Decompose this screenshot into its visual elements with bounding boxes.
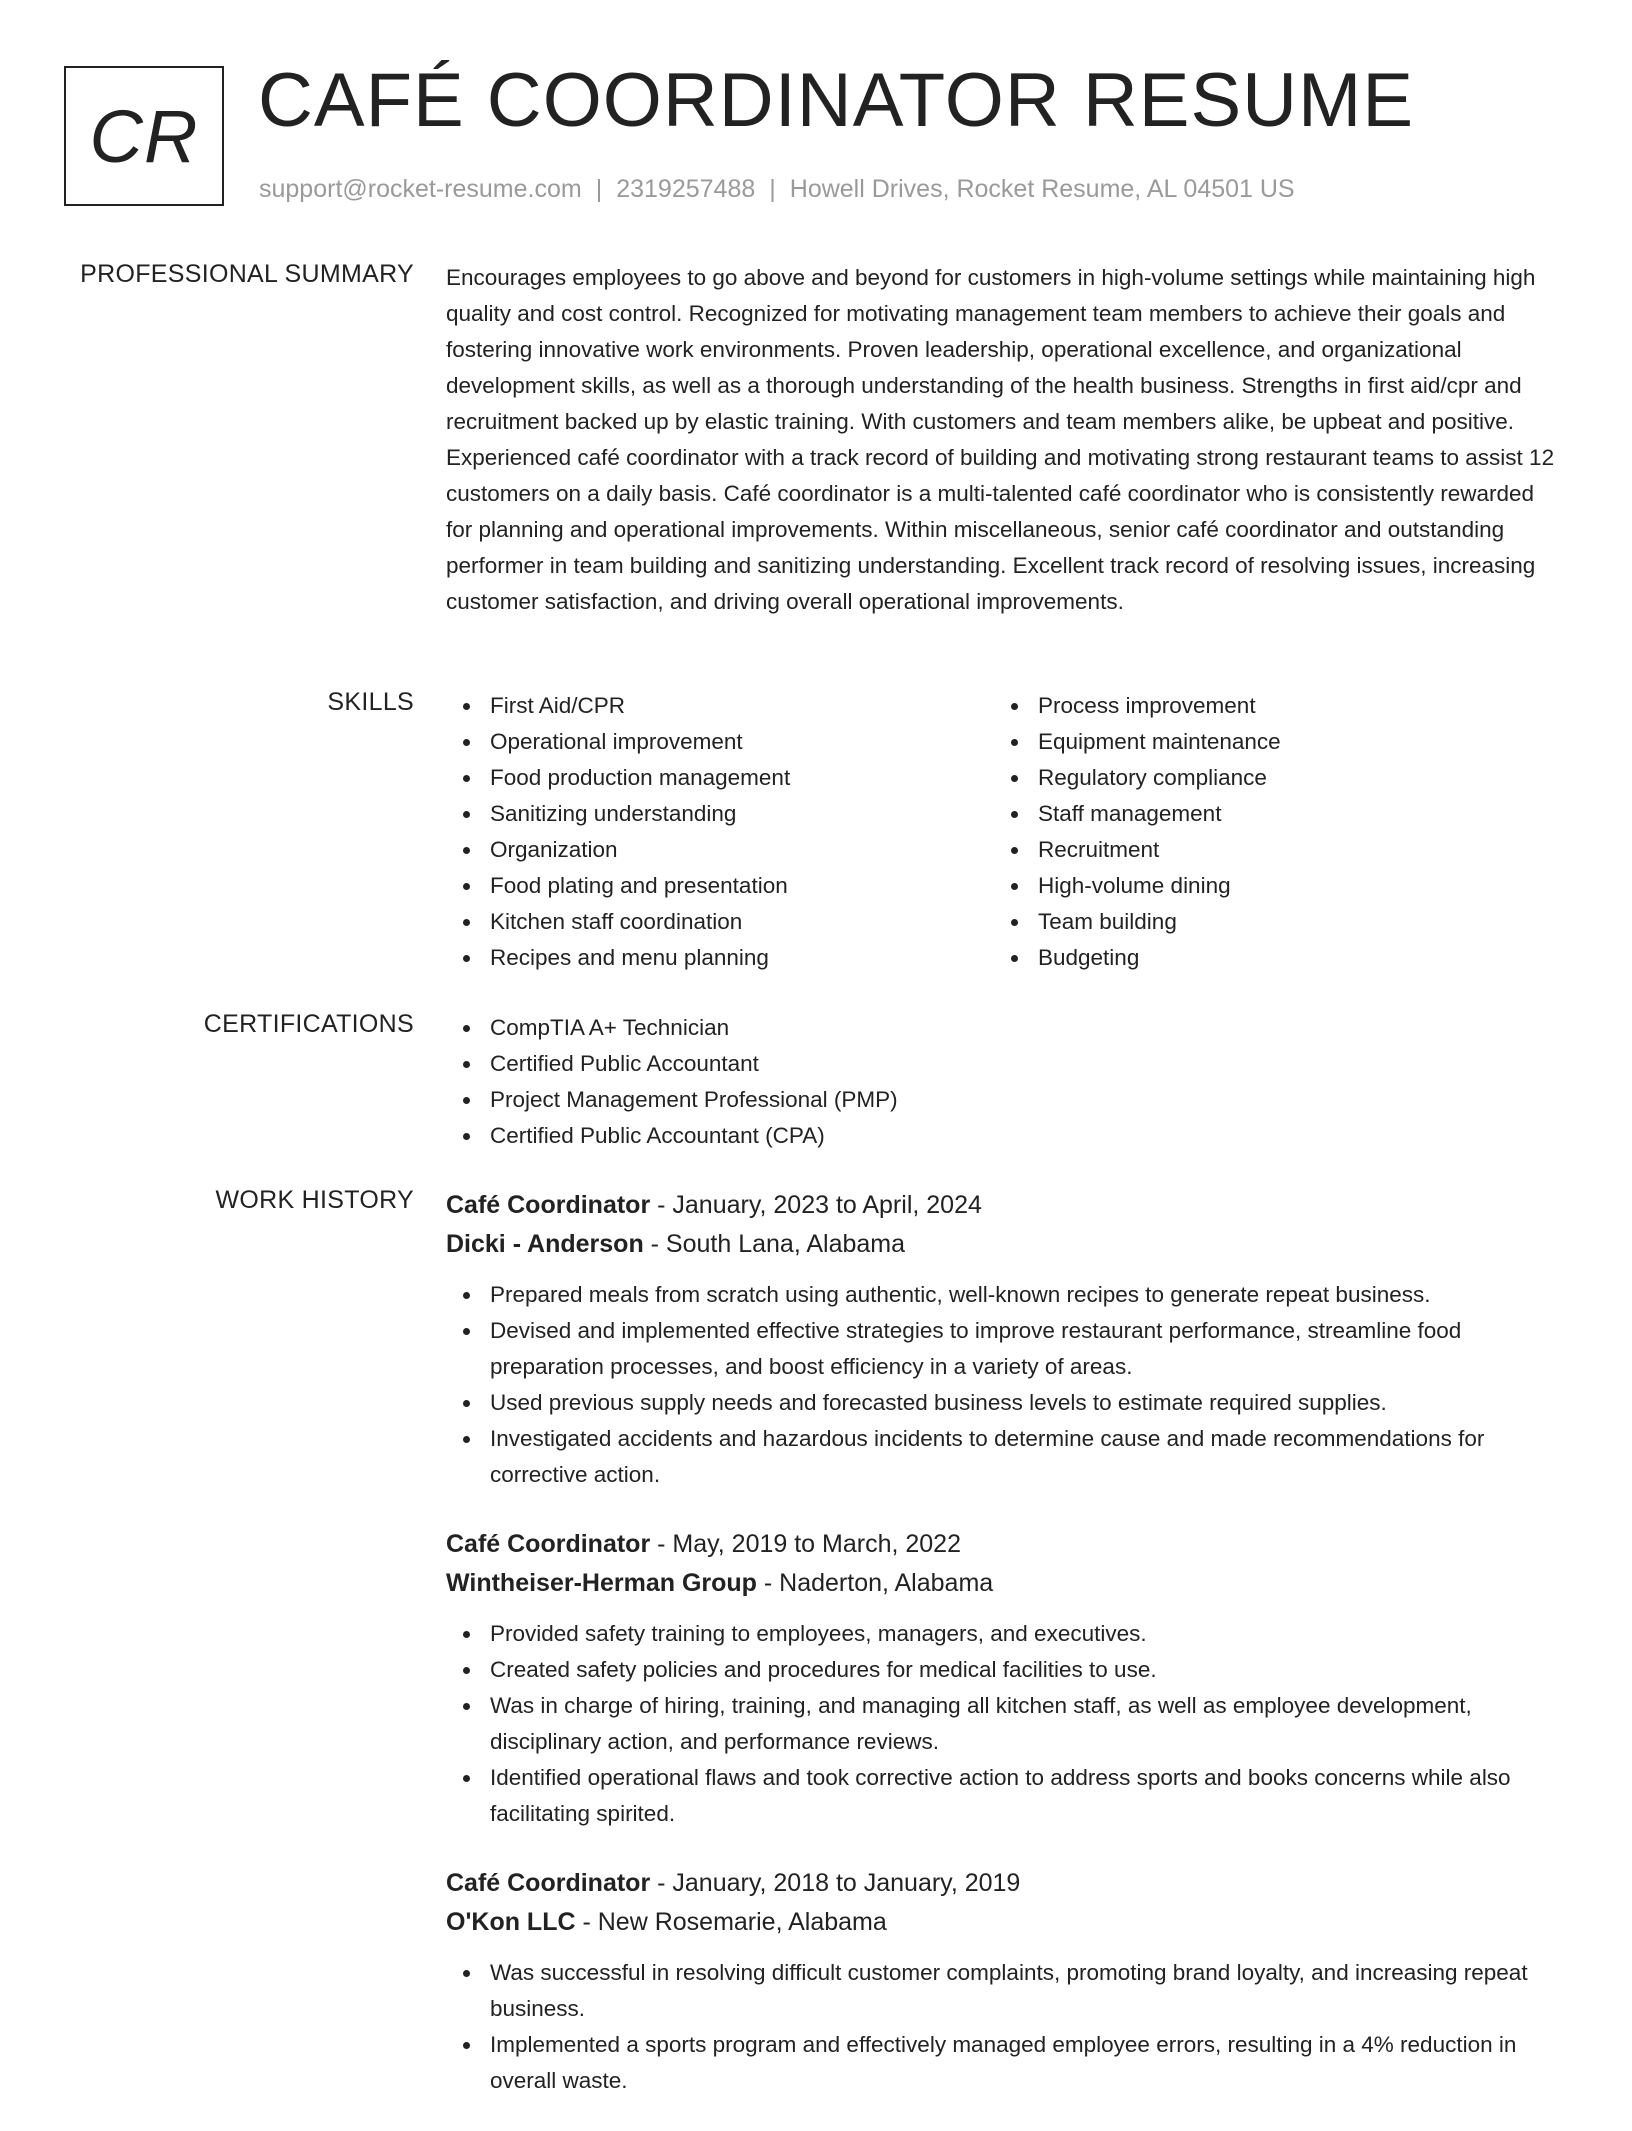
job-dates: - January, 2023 to April, 2024 <box>650 1191 982 1219</box>
job-company: O'Kon LLC <box>446 1908 576 1936</box>
skill-item: Operational improvement <box>446 724 994 760</box>
certification-item: Certified Public Accountant <box>446 1046 1564 1082</box>
job-bullets <box>446 1955 1564 2099</box>
job-bullet: Created safety policies and procedures for medical facilities to use. <box>446 1652 1564 1688</box>
section-body <box>446 260 1564 620</box>
job-bullet: Provided safety training to employees, managers, and executives. <box>446 1616 1564 1652</box>
skill-item: Food production management <box>446 760 994 796</box>
contact-separator: | <box>769 175 776 203</box>
job-title-line <box>446 1864 1564 1903</box>
section-label: WORK HISTORY <box>215 1186 414 1214</box>
job-entry <box>446 1864 1564 2099</box>
job-bullet: Was in charge of hiring, training, and managing all kitchen staff, as well as employee development, disciplinary action, and performance reviews. <box>446 1688 1564 1760</box>
job-company-line <box>446 1903 1564 1942</box>
contact-line <box>259 175 1295 204</box>
job-bullets <box>446 1616 1564 1832</box>
monogram-initials: CR <box>89 94 199 178</box>
job-location: - New Rosemarie, Alabama <box>575 1908 887 1936</box>
job-dates: - May, 2019 to March, 2022 <box>650 1530 961 1558</box>
skill-item: Recipes and menu planning <box>446 940 994 976</box>
job-company: Dicki - Anderson <box>446 1230 644 1258</box>
section-label: CERTIFICATIONS <box>203 1010 414 1038</box>
section-body <box>446 1186 1564 2131</box>
certification-item: CompTIA A+ Technician <box>446 1010 1564 1046</box>
job-company: Wintheiser-Herman Group <box>446 1569 757 1597</box>
skills-list-right <box>994 688 1542 976</box>
job-title-line <box>446 1525 1564 1564</box>
job-dates: - January, 2018 to January, 2019 <box>650 1869 1021 1897</box>
skill-item: Recruitment <box>994 832 1542 868</box>
job-bullets <box>446 1277 1564 1493</box>
job-bullet: Was successful in resolving difficult customer complaints, promoting brand loyalty, and increasing repeat business. <box>446 1955 1564 2027</box>
skills-columns <box>446 688 1564 976</box>
section-label: SKILLS <box>327 688 414 716</box>
skill-item: Organization <box>446 832 994 868</box>
contact-email: support@rocket-resume.com <box>259 175 582 203</box>
job-entry <box>446 1186 1564 1493</box>
skills-list-left <box>446 688 994 976</box>
job-bullet: Prepared meals from scratch using authentic, well-known recipes to generate repeat business. <box>446 1277 1564 1313</box>
job-bullet: Identified operational flaws and took corrective action to address sports and books concerns while also facilitating spirited. <box>446 1760 1564 1832</box>
job-bullet: Investigated accidents and hazardous incidents to determine cause and made recommendations for corrective action. <box>446 1421 1564 1493</box>
skill-item: First Aid/CPR <box>446 688 994 724</box>
monogram-logo <box>64 66 224 206</box>
skill-item: Regulatory compliance <box>994 760 1542 796</box>
job-bullet: Implemented a sports program and effectively managed employee errors, resulting in a 4% reduction in overall waste. <box>446 2027 1564 2099</box>
certification-item: Certified Public Accountant (CPA) <box>446 1118 1564 1154</box>
job-entry <box>446 1525 1564 1832</box>
job-title: Café Coordinator <box>446 1191 651 1219</box>
resume-title: CAFÉ COORDINATOR RESUME <box>258 58 1415 143</box>
job-title: Café Coordinator <box>446 1869 651 1897</box>
skill-item: Sanitizing understanding <box>446 796 994 832</box>
certification-item: Project Management Professional (PMP) <box>446 1082 1564 1118</box>
job-company-line <box>446 1225 1564 1264</box>
job-company-line <box>446 1564 1564 1603</box>
job-location: - South Lana, Alabama <box>643 1230 906 1258</box>
section-body <box>446 1010 1564 1154</box>
contact-address: Howell Drives, Rocket Resume, AL 04501 US <box>789 175 1295 203</box>
job-location: - Naderton, Alabama <box>756 1569 994 1597</box>
skill-item: High-volume dining <box>994 868 1542 904</box>
contact-separator: | <box>595 175 603 203</box>
job-title-line <box>446 1186 1564 1225</box>
skill-item: Process improvement <box>994 688 1542 724</box>
summary-paragraph: Encourages employees to go above and beyond for customers in high-volume settings while maintaining high quality and cost control. Recognized for motivating management team members to achieve their goals and fostering innovative work environments. Proven leadership, operational excellence, and organizational development skills, as well as a thorough understanding of the health business. Strengths in first aid/cpr and recruitment backed up by elastic training. With customers and team members alike, be upbeat and positive. Experienced café coordinator with a track record of building and motivating strong restaurant teams to assist 12 customers on a daily basis. Café coordinator is a multi-talented café coordinator who is consistently rewarded for planning and operational improvements. Within miscellaneous, senior café coordinator and outstanding performer in team building and sanitizing understanding. Excellent track record of resolving issues, increasing customer satisfaction, and driving overall operational improvements. <box>446 265 1555 614</box>
skill-item: Team building <box>994 904 1542 940</box>
contact-phone: 2319257488 <box>616 175 756 203</box>
skill-item: Staff management <box>994 796 1542 832</box>
job-bullet: Used previous supply needs and forecasted business levels to estimate required supplies. <box>446 1385 1564 1421</box>
skill-item: Equipment maintenance <box>994 724 1542 760</box>
skill-item: Budgeting <box>994 940 1542 976</box>
skill-item: Kitchen staff coordination <box>446 904 994 940</box>
skill-item: Food plating and presentation <box>446 868 994 904</box>
job-bullet: Devised and implemented effective strategies to improve restaurant performance, streamline food preparation processes, and boost efficiency in a variety of areas. <box>446 1313 1564 1385</box>
certifications-list <box>446 1010 1564 1154</box>
job-title: Café Coordinator <box>446 1530 651 1558</box>
section-label: PROFESSIONAL SUMMARY <box>80 260 414 288</box>
